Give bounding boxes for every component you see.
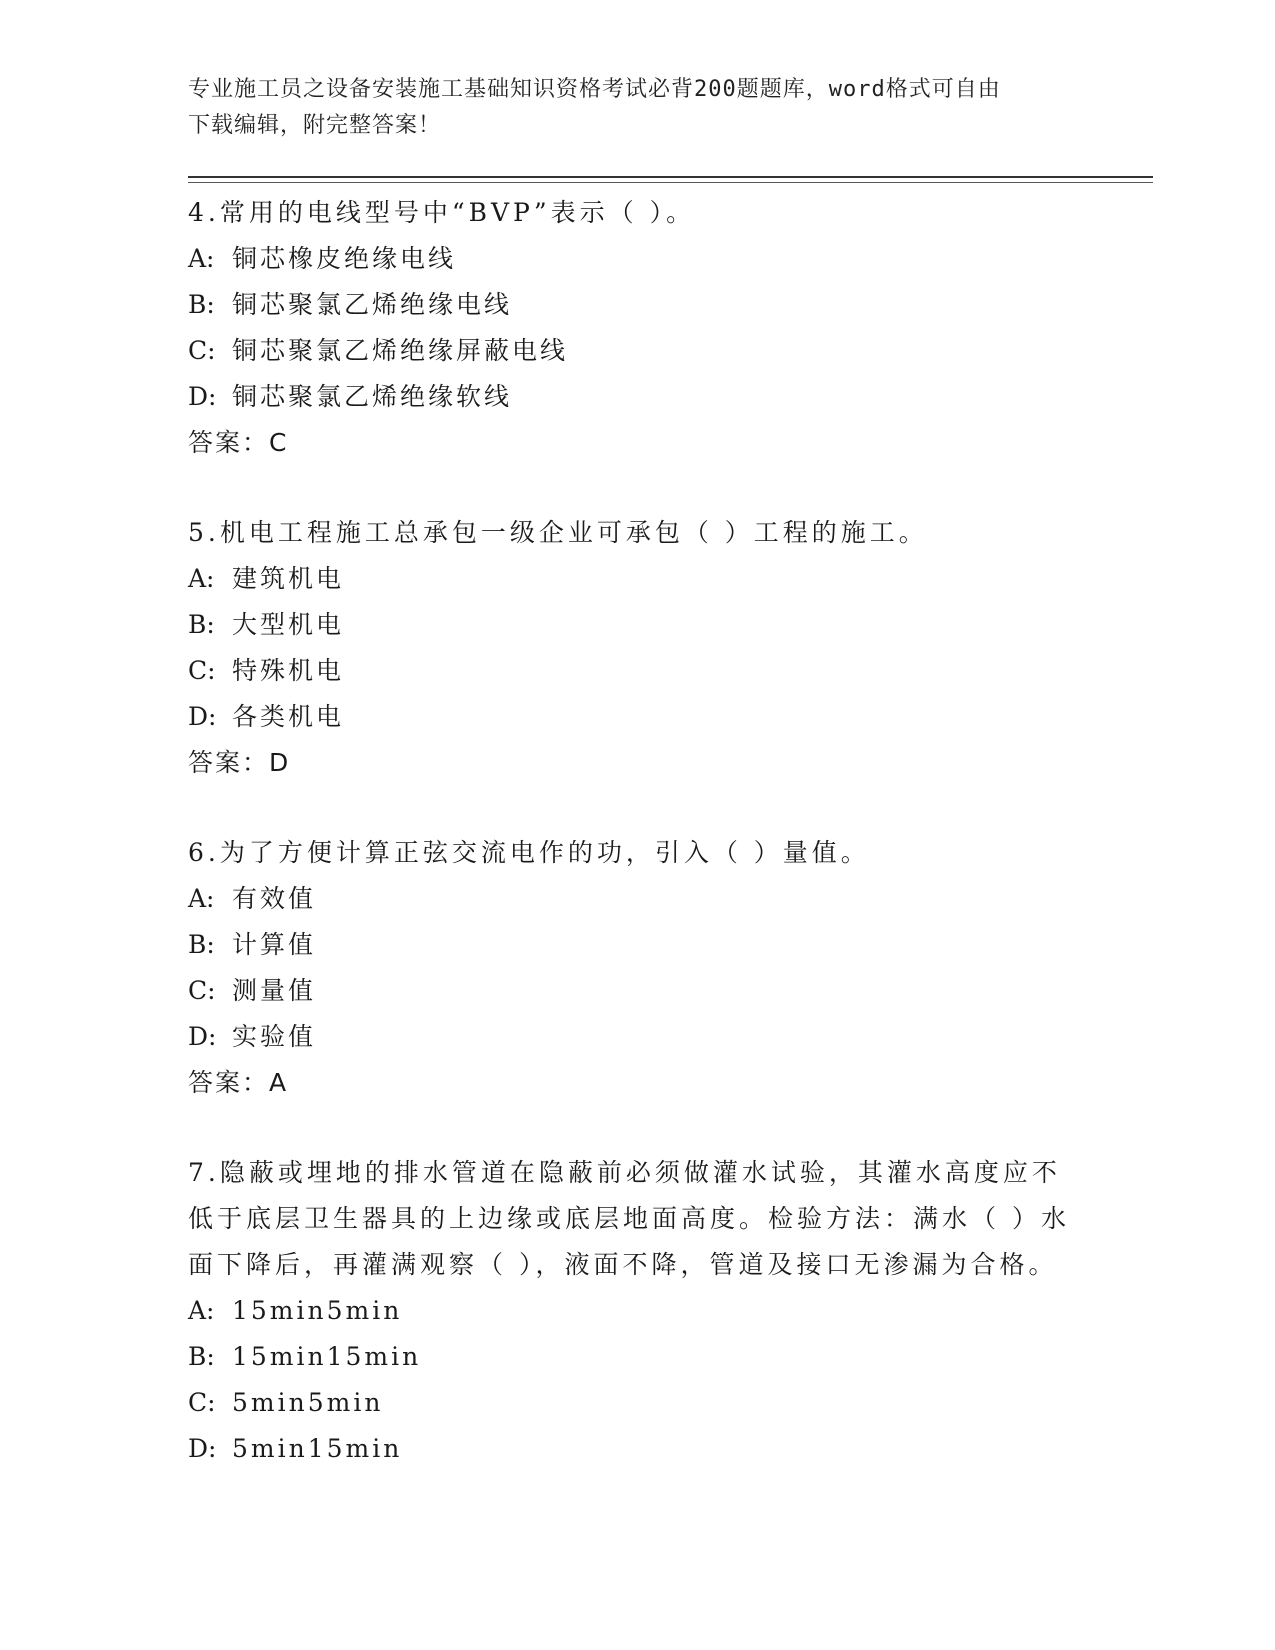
option-d — [188, 694, 1088, 740]
option-key: D: — [188, 382, 217, 411]
option-key: A: — [188, 884, 215, 913]
option-c — [188, 648, 1088, 694]
option-key: A: — [188, 244, 215, 273]
option-text: 15min5min — [232, 1296, 403, 1325]
option-a — [188, 236, 1088, 282]
option-text: 计算值 — [232, 930, 317, 959]
option-key: B: — [188, 290, 215, 319]
option-key: D: — [188, 1434, 217, 1463]
option-key: D: — [188, 702, 217, 731]
option-d — [188, 374, 1088, 420]
option-text: 各类机电 — [232, 702, 345, 731]
option-key: C: — [188, 336, 216, 365]
header-divider-thin — [188, 182, 1153, 183]
header-line-2: 下载编辑，附完整答案！ — [188, 113, 442, 138]
option-a — [188, 876, 1088, 922]
option-b — [188, 922, 1088, 968]
question-stem-line-1: 7.隐蔽或埋地的排水管道在隐蔽前必须做灌水试验，其灌水高度应不 — [188, 1158, 1061, 1187]
option-text: 5min5min — [232, 1388, 384, 1417]
option-text: 测量值 — [232, 976, 317, 1005]
option-d — [188, 1426, 1088, 1472]
option-b — [188, 1334, 1088, 1380]
question-stem: 6.为了方便计算正弦交流电作的功，引入（ ）量值。 — [188, 838, 870, 867]
option-text: 15min15min — [232, 1342, 422, 1371]
document-header — [188, 72, 1068, 144]
option-text: 有效值 — [232, 884, 317, 913]
option-d — [188, 1014, 1088, 1060]
option-text: 5min15min — [232, 1434, 403, 1463]
header-divider-thick — [188, 176, 1153, 178]
answer-line: 答案：C — [188, 428, 289, 457]
option-key: A: — [188, 1296, 215, 1325]
option-text: 实验值 — [232, 1022, 317, 1051]
option-key: B: — [188, 930, 215, 959]
option-b — [188, 282, 1088, 328]
question-stem: 4.常用的电线型号中“BVP”表示（ ）。 — [188, 198, 696, 227]
header-line-1: 专业施工员之设备安装施工基础知识资格考试必背200题题库，word格式可自由 — [188, 77, 1001, 102]
question-stem-line-2: 低于底层卫生器具的上边缘或底层地面高度。检验方法：满水（ ）水 — [188, 1204, 1070, 1233]
question-stem-line-3: 面下降后，再灌满观察（ ），液面不降，管道及接口无渗漏为合格。 — [188, 1250, 1058, 1279]
question-7 — [188, 1150, 1088, 1472]
option-key: C: — [188, 1388, 216, 1417]
option-key: C: — [188, 976, 216, 1005]
option-c — [188, 1380, 1088, 1426]
option-c — [188, 328, 1088, 374]
question-list — [188, 190, 1088, 1516]
option-key: C: — [188, 656, 216, 685]
option-text: 特殊机电 — [232, 656, 345, 685]
option-b — [188, 602, 1088, 648]
option-text: 铜芯聚氯乙烯绝缘屏蔽电线 — [232, 336, 569, 365]
option-text: 建筑机电 — [232, 564, 345, 593]
answer-line: 答案：A — [188, 1068, 289, 1097]
question-stem: 5.机电工程施工总承包一级企业可承包（ ）工程的施工。 — [188, 518, 928, 547]
option-key: D: — [188, 1022, 217, 1051]
option-a — [188, 556, 1088, 602]
option-a — [188, 1288, 1088, 1334]
question-4 — [188, 190, 1088, 466]
question-6 — [188, 830, 1088, 1106]
answer-line: 答案：D — [188, 748, 291, 777]
option-text: 铜芯橡皮绝缘电线 — [232, 244, 457, 273]
option-key: A: — [188, 564, 215, 593]
option-text: 铜芯聚氯乙烯绝缘电线 — [232, 290, 513, 319]
option-c — [188, 968, 1088, 1014]
option-text: 大型机电 — [232, 610, 345, 639]
option-text: 铜芯聚氯乙烯绝缘软线 — [232, 382, 513, 411]
option-key: B: — [188, 610, 215, 639]
option-key: B: — [188, 1342, 215, 1371]
question-5 — [188, 510, 1088, 786]
